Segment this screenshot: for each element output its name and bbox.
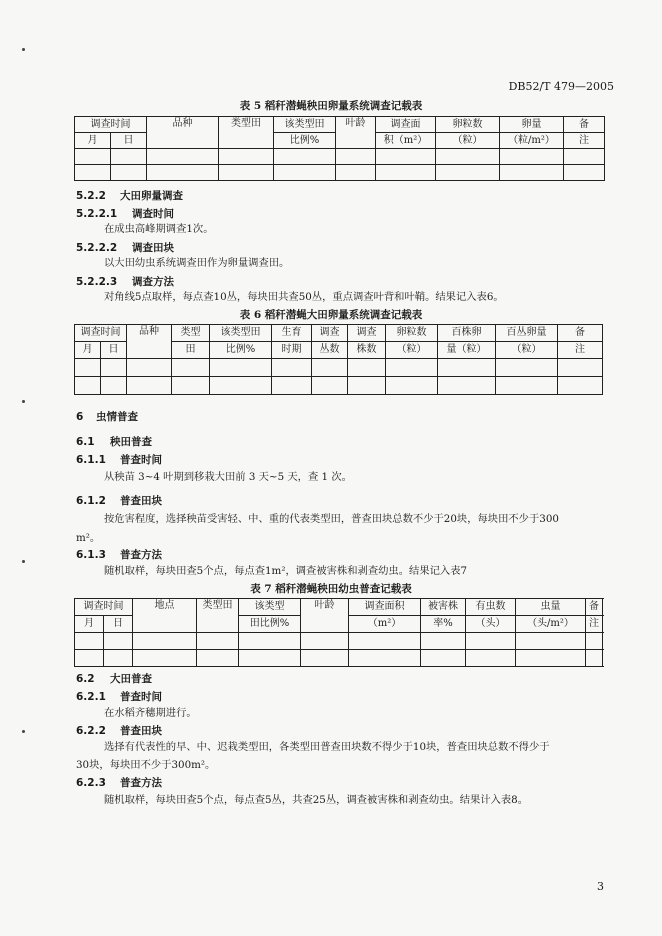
section-6-2-2-heading: 6.2.2 普查田块 [76, 725, 162, 737]
section-6-1-2-text: 按危害程度，选择秧苗受害轻、中、重的代表类型田，普查田块总数不少于20块，每块田不少于300 [104, 513, 559, 525]
table5-header-cell: 调查时间 [75, 117, 147, 133]
table5 [74, 116, 605, 181]
table7-header-cell: 备 [586, 599, 603, 616]
table6-header-cell: 卵粒数 [386, 325, 438, 342]
section-6-2-3-heading: 6.2.3 普查方法 [76, 777, 162, 789]
table6-header-cell: 田 [172, 342, 210, 359]
table6-header-cell: 比例% [210, 342, 272, 359]
table5-header-cell: 月 [75, 133, 111, 149]
table6 [74, 324, 603, 395]
table6-header-cell: 时期 [272, 342, 312, 359]
table5-header-cell: （粒） [436, 133, 500, 149]
table5-header-cell: 该类型田 [274, 117, 336, 133]
section-6-1-3-text: 随机取样，每块田查5个点，每点查1m²，调查被害株和剥查幼虫。结果记入表7 [104, 565, 468, 577]
section-6-1-2-text-cont: m²。 [76, 532, 101, 544]
table6-header-cell: 类型 [172, 325, 210, 342]
table6-empty-row [75, 359, 603, 377]
table7-header-cell: 日 [104, 616, 133, 633]
table7-header-cell: （头） [466, 616, 516, 633]
section-6-2-1-heading: 6.2.1 普查时间 [76, 691, 162, 703]
table7-header-cell: 率% [421, 616, 466, 633]
table5-header-cell: 比例% [274, 133, 336, 149]
section-5-2-2-1-text: 在成虫高峰期调查1次。 [104, 223, 214, 235]
table7-empty-row [75, 633, 603, 650]
table6-header-cell: 株数 [348, 342, 386, 359]
binding-mark [22, 400, 25, 403]
table5-empty-row [75, 165, 605, 181]
section-6-1-1-heading: 6.1.1 普查时间 [76, 454, 162, 466]
table5-header-cell: 日 [111, 133, 147, 149]
table7-header-cell: 注 [586, 616, 603, 633]
table6-header-cell: （粒） [496, 342, 558, 359]
table6-header-cell: 丛数 [312, 342, 348, 359]
table5-header-cell: 类型田 [219, 117, 274, 149]
table6-header-cell: 注 [558, 342, 603, 359]
section-6-heading: 6 虫情普查 [76, 411, 138, 423]
section-6-2-3-text: 随机取样，每块田查5个点，每点查5丛，共查25丛，调查被害株和剥查幼虫。结果计入表8。 [104, 794, 529, 806]
table5-header-cell: 注 [564, 133, 605, 149]
document-code: DB52/T 479—2005 [508, 80, 614, 93]
table7-header-cell: 有虫数 [466, 599, 516, 616]
table5-empty-row [75, 149, 605, 165]
table7-header-cell: （头/m²） [516, 616, 586, 633]
section-5-2-2-3-heading: 5.2.2.3 调查方法 [76, 276, 174, 288]
table6-header-cell: 该类型田 [210, 325, 272, 342]
table6-header-cell: 百株卵 [438, 325, 496, 342]
table7-header-cell: 类型田 [197, 599, 239, 633]
section-6-2-2-text: 选择有代表性的早、中、迟栽类型田，各类型田普查田块数不得少于10块，普查田块总数不得少于 [104, 741, 550, 753]
section-6-1-heading: 6.1 秧田普查 [76, 436, 152, 448]
table5-header-cell: 调查面 [376, 117, 436, 133]
table5-header-cell: 叶龄 [336, 117, 376, 149]
section-6-2-heading: 6.2 大田普查 [76, 673, 152, 685]
section-6-2-1-text: 在水稻齐穗期进行。 [104, 707, 197, 719]
binding-mark [22, 560, 25, 563]
table7-empty-row [75, 650, 603, 667]
section-5-2-2-heading: 5.2.2 大田卵量调查 [76, 190, 183, 202]
section-5-2-2-3-text: 对角线5点取样，每点查10丛，每块田共查50丛，重点调查叶背和叶鞘。结果记入表6。 [104, 291, 504, 303]
table6-header-cell: 调查 [348, 325, 386, 342]
table5-header-cell: （粒/m²） [500, 133, 564, 149]
table7 [74, 598, 603, 667]
binding-mark [22, 730, 25, 733]
table7-header-cell: （m²） [349, 616, 421, 633]
table7-header-cell: 田比例% [239, 616, 301, 633]
table6-caption: 表 6 稻秆潜蝇大田卵量系统调查记载表 [239, 309, 423, 321]
table6-header-cell: （粒） [386, 342, 438, 359]
section-5-2-2-1-heading: 5.2.2.1 调查时间 [76, 208, 174, 220]
table6-header-cell: 调查时间 [75, 325, 127, 342]
table7-header-cell: 虫量 [516, 599, 586, 616]
section-6-2-2-text-cont: 30块，每块田不少于300m²。 [76, 759, 216, 771]
table7-caption: 表 7 稻秆潜蝇秧田幼虫普查记载表 [250, 583, 412, 595]
table6-header-cell: 百丛卵量 [496, 325, 558, 342]
section-5-2-2-2-text: 以大田幼虫系统调查田作为卵量调查田。 [104, 257, 290, 269]
section-6-1-2-heading: 6.1.2 普查田块 [76, 495, 162, 507]
table5-caption: 表 5 稻秆潜蝇秧田卵量系统调查记载表 [239, 100, 423, 112]
table7-header-cell: 被害株 [421, 599, 466, 616]
table6-header-cell: 月 [75, 342, 101, 359]
table6-header-cell: 生育 [272, 325, 312, 342]
table5-header-cell: 积（m²） [376, 133, 436, 149]
table5-header-cell: 卵粒数 [436, 117, 500, 133]
section-6-1-1-text: 从秧苗 3~4 叶期到移栽大田前 3 天~5 天，查 1 次。 [104, 471, 352, 483]
table7-header-cell: 月 [75, 616, 104, 633]
table5-header-cell: 备 [564, 117, 605, 133]
table6-header-cell: 调查 [312, 325, 348, 342]
table6-empty-row [75, 377, 603, 395]
table6-header-cell: 品种 [127, 325, 172, 359]
table7-header-cell: 调查时间 [75, 599, 133, 616]
table6-header-cell: 日 [101, 342, 127, 359]
table5-header-cell: 品种 [147, 117, 219, 149]
table6-header-cell: 量（粒） [438, 342, 496, 359]
table7-header-cell: 地点 [133, 599, 197, 633]
section-6-1-3-heading: 6.1.3 普查方法 [76, 549, 162, 561]
table6-header-cell: 备 [558, 325, 603, 342]
table7-header-cell: 调查面积 [349, 599, 421, 616]
table7-header-cell: 叶龄 [301, 599, 349, 633]
table7-header-cell: 该类型 [239, 599, 301, 616]
binding-mark [22, 48, 25, 51]
page-number: 3 [597, 880, 604, 893]
section-5-2-2-2-heading: 5.2.2.2 调查田块 [76, 242, 174, 254]
table5-header-cell: 卵量 [500, 117, 564, 133]
